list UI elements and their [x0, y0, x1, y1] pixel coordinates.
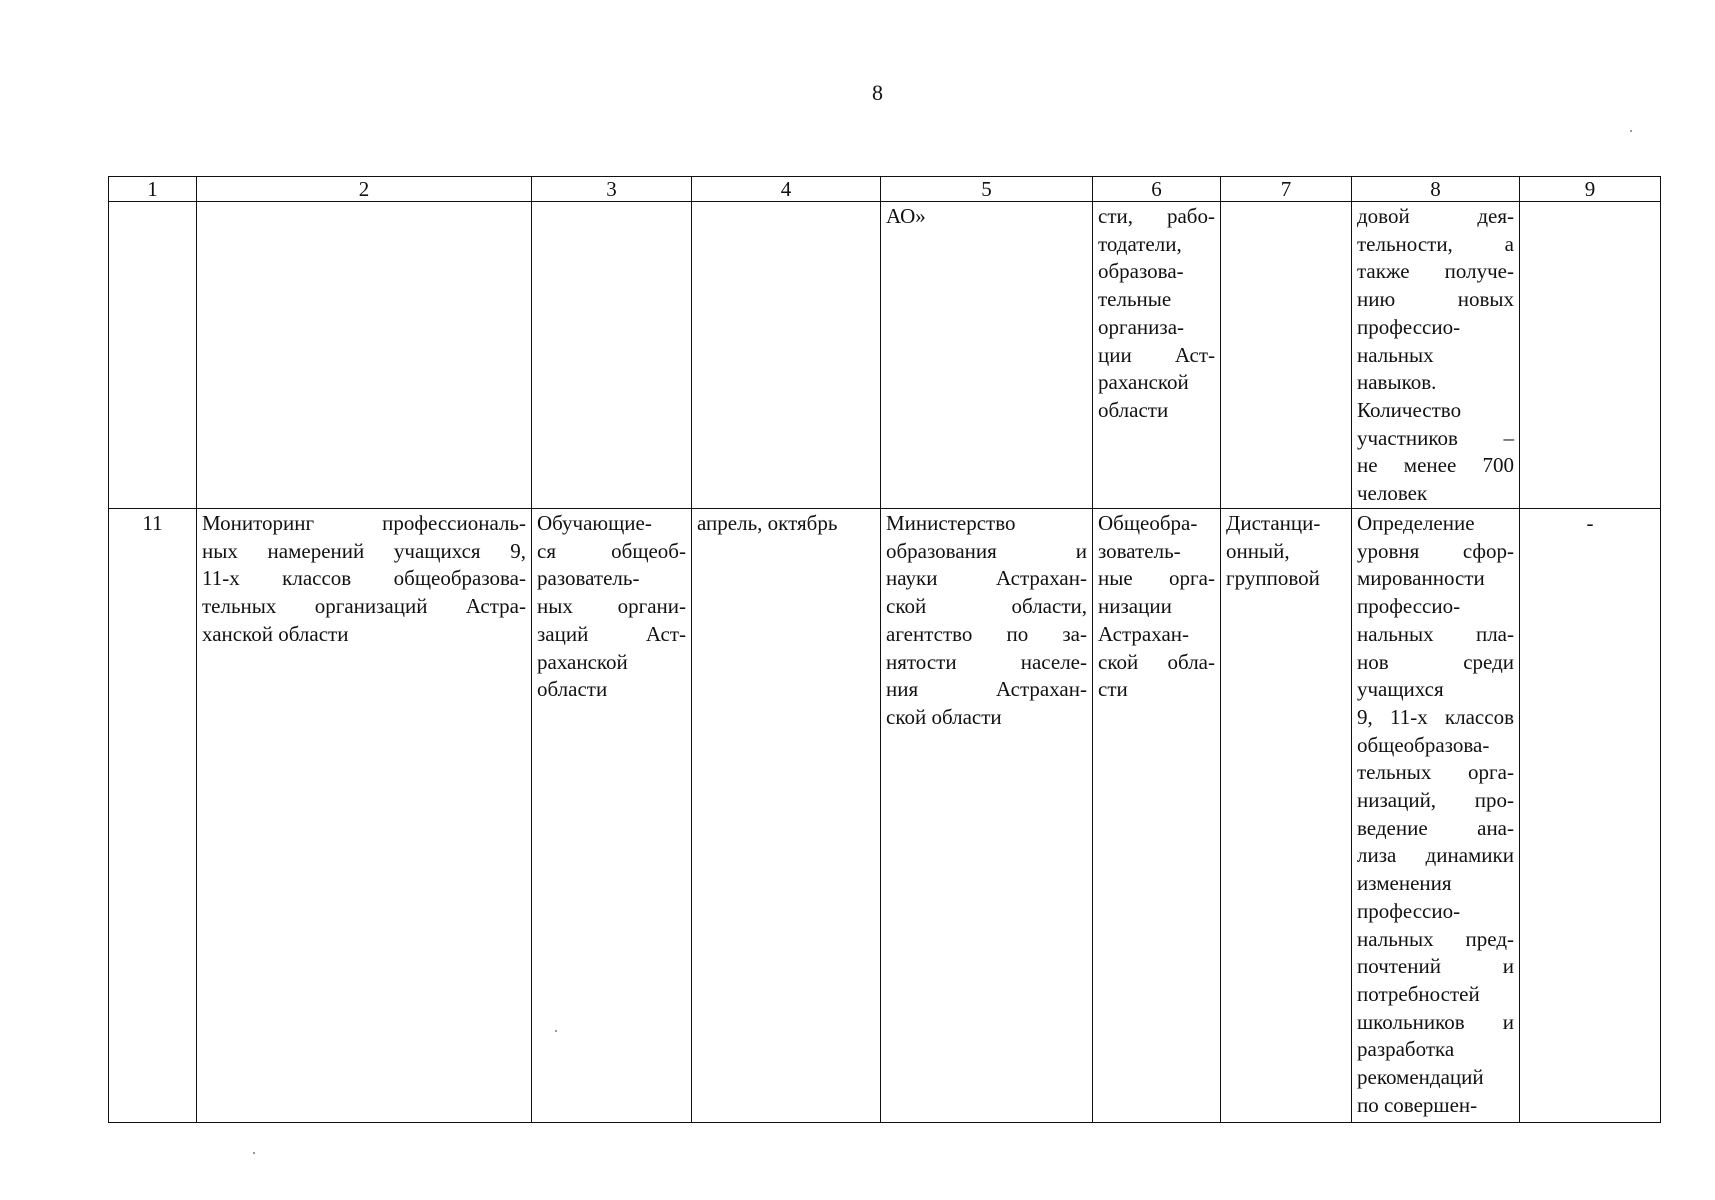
cell-text-line: потребностей [1357, 981, 1480, 1006]
cell-text-line: лиза динамики [1357, 843, 1514, 868]
cell-text-line: зователь- [1098, 538, 1181, 563]
cell-text-line: нию новых [1357, 287, 1514, 312]
cell-text-line: также получе- [1357, 259, 1514, 284]
cell-text-line: сти [1098, 677, 1128, 702]
cell-text-line: тодатели, [1098, 231, 1182, 256]
cell-text-line: школьников и [1357, 1009, 1514, 1034]
cell-text-line: Мониторинг профессиональ- [202, 511, 526, 535]
column-number: 8 [1352, 177, 1520, 202]
cell-text-line: по совершен- [1357, 1092, 1478, 1117]
cell-text-line: нов среди [1357, 649, 1514, 674]
cell-event [197, 202, 532, 509]
plan-table [108, 176, 1661, 1123]
cell-partners [1093, 202, 1221, 509]
page-number: 8 [872, 80, 883, 105]
cell-number [109, 202, 197, 509]
column-number: 9 [1520, 177, 1661, 202]
cell-format [1221, 509, 1352, 1123]
cell-text-line: агентство по за- [886, 621, 1087, 646]
cell-text-line: профессио- [1357, 594, 1461, 619]
cell-text-line: профессио- [1357, 314, 1461, 339]
column-number: 6 [1093, 177, 1221, 202]
column-number: 5 [881, 177, 1093, 202]
cell-text-line: профессио- [1357, 898, 1461, 923]
column-number: 1 [109, 177, 197, 202]
cell-text-line: 9, 11-х классов [1357, 704, 1514, 729]
cell-text-line: мированности [1357, 566, 1485, 591]
cell-text-line: заций Аст- [537, 621, 686, 646]
cell-text-line: общеобразова- [1357, 732, 1490, 757]
cell-text-line: низации [1098, 594, 1172, 619]
cell-text-line: организа- [1098, 314, 1185, 339]
cell-text-line: области [537, 677, 608, 702]
cell-text-line: участников – [1357, 425, 1514, 450]
cell-text-line: 11-х классов общеобразова- [202, 566, 526, 591]
table-row-continued [109, 202, 1661, 509]
cell-text-line: Астрахан- [1098, 621, 1189, 646]
column-number: 4 [692, 177, 881, 202]
scan-speck [1630, 130, 1632, 132]
cell-text-line: образования и [886, 538, 1087, 563]
cell-text-line: ных намерений учащихся 9, [202, 538, 526, 563]
cell-text-line: ся общеоб- [537, 538, 686, 563]
cell-partners [1093, 509, 1221, 1123]
cell-text-line: ской области [886, 704, 1002, 729]
cell-text-line: навыков. [1357, 370, 1437, 395]
column-number: 7 [1221, 177, 1352, 202]
cell-dates [692, 509, 881, 1123]
cell-text-line: Обучающие- [537, 511, 652, 535]
cell-text-line: нятости населе- [886, 649, 1087, 674]
cell-text-line: ных органи- [537, 594, 686, 619]
column-number: 2 [197, 177, 532, 202]
cell-result [1352, 509, 1520, 1123]
cell-format [1221, 202, 1352, 509]
cell-text-line: человек [1357, 481, 1428, 506]
cell-text-line: раханской [537, 649, 628, 674]
cell-text-line: ской обла- [1098, 649, 1215, 674]
scan-speck [253, 1152, 255, 1154]
cell-text-line: апрель, октябрь [697, 511, 838, 535]
cell-text-line: сти, рабо- [1098, 204, 1215, 228]
cell-text-line: не менее 700 [1357, 453, 1514, 478]
cell-text-line: нальных пред- [1357, 926, 1514, 951]
cell-number: 11 [109, 509, 197, 1123]
cell-text-line: нальных пла- [1357, 621, 1514, 646]
cell-text-line: ные орга- [1098, 566, 1215, 591]
cell-text-line: раханской [1098, 370, 1189, 395]
cell-text-line: Дистанци- [1226, 511, 1321, 535]
cell-text-line: довой дея- [1357, 204, 1514, 228]
cell-text-line: образова- [1098, 259, 1184, 284]
cell-text-line: науки Астрахан- [886, 566, 1087, 591]
cell-text-line: Определение [1357, 511, 1475, 535]
cell-result [1352, 202, 1520, 509]
cell-text-line: почтений и [1357, 954, 1514, 979]
cell-participants [532, 509, 692, 1123]
cell-text-line: тельных орга- [1357, 760, 1514, 785]
cell-text-line: тельности, а [1357, 231, 1514, 256]
cell-text-line: ской области, [886, 594, 1087, 619]
cell-text-line: изменения [1357, 871, 1452, 896]
cell-text-line: Общеобра- [1098, 511, 1198, 535]
cell-responsible [881, 509, 1093, 1123]
cell-text-line: разователь- [537, 566, 640, 591]
cell-text-line: Количество [1357, 397, 1462, 422]
cell-dates [692, 202, 881, 509]
cell-text-line: низаций, про- [1357, 788, 1514, 813]
cell-text-line: учащихся [1357, 677, 1444, 702]
cell-text-line: уровня сфор- [1357, 538, 1514, 563]
cell-responsible [881, 202, 1093, 509]
cell-event [197, 509, 532, 1123]
column-number: 3 [532, 177, 692, 202]
cell-text-line: Министерство [886, 511, 1016, 535]
cell-participants [532, 202, 692, 509]
column-number-row [109, 177, 1661, 202]
cell-text-line: области [1098, 397, 1169, 422]
cell-note [1520, 202, 1661, 509]
cell-text-line: ханской области [202, 621, 349, 646]
cell-text-line: ния Астрахан- [886, 677, 1087, 702]
cell-note: - [1520, 509, 1661, 1123]
cell-text-line: ции Аст- [1098, 342, 1215, 367]
cell-text-line: разработка [1357, 1037, 1455, 1062]
cell-text-line: АО» [886, 204, 926, 228]
cell-text-line: рекомендаций [1357, 1065, 1484, 1090]
cell-text-line: тельные [1098, 287, 1172, 312]
table-row-11 [109, 509, 1661, 1123]
cell-text-line: тельных организаций Астра- [202, 594, 526, 619]
cell-text-line: групповой [1226, 566, 1320, 591]
cell-text-line: ведение ана- [1357, 815, 1514, 840]
cell-text-line: нальных [1357, 342, 1434, 367]
cell-text-line: онный, [1226, 538, 1290, 563]
